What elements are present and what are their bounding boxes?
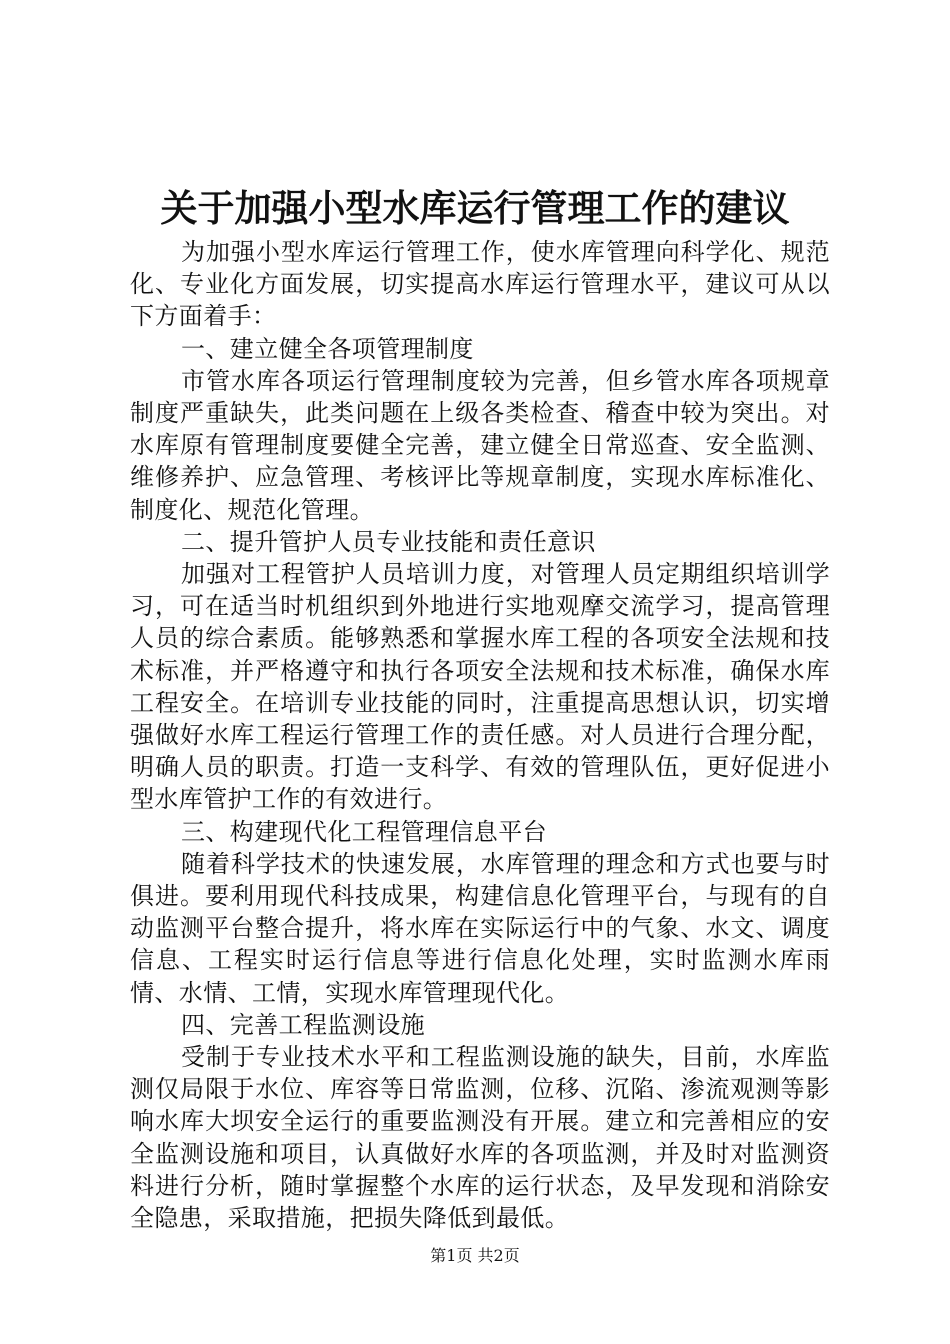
document-title: 关于加强小型水库运行管理工作的建议 (160, 186, 790, 230)
section-heading-1: 一、建立健全各项管理制度 (181, 334, 474, 363)
section-paragraph-4: 受制于专业技术水平和工程监测设施的缺失，目前，水库监测仅局限于水位、库容等日常监测，位移、沉陷、渗流观测等影响水库大坝安全运行的重要监测没有开展。建立和完善相应的安全监测设施和项目，认真做好水库的各项监测，并及时对监测资料进行分析，随时掌握整个水库的运行状态，及早发现和消除安全隐患，采取措施，把损失降低到最低。 (130, 1043, 830, 1233)
document-body (130, 236, 830, 1234)
section-heading-2: 二、提升管护人员专业技能和责任意识 (181, 527, 596, 556)
section-paragraph-2: 加强对工程管护人员培训力度，对管理人员定期组织培训学习，可在适当时机组织到外地进行实地观摩交流学习，提高管理人员的综合素质。能够熟悉和掌握水库工程的各项安全法规和技术标准，并严格遵守和执行各项安全法规和技术标准，确保水库工程安全。在培训专业技能的同时，注重提高思想认识，切实增强做好水库工程运行管理工作的责任感。对人员进行合理分配，明确人员的职责。打造一支科学、有效的管理队伍，更好促进小型水库管护工作的有效进行。 (130, 560, 830, 814)
section-paragraph-1: 市管水库各项运行管理制度较为完善，但乡管水库各项规章制度严重缺失，此类问题在上级各类检查、稽查中较为突出。对水库原有管理制度要健全完善，建立健全日常巡查、安全监测、维修养护、应急管理、考核评比等规章制度，实现水库标准化、制度化、规范化管理。 (130, 366, 830, 524)
section-heading-4: 四、完善工程监测设施 (181, 1010, 425, 1039)
section-heading-3: 三、构建现代化工程管理信息平台 (181, 817, 547, 846)
section-paragraph-3: 随着科学技术的快速发展，水库管理的理念和方式也要与时俱进。要利用现代科技成果，构建信息化管理平台，与现有的自动监测平台整合提升，将水库在实际运行中的气象、水文、调度信息、工程实时运行信息等进行信息化处理，实时监测水库雨情、水情、工情，实现水库管理现代化。 (130, 849, 830, 1007)
intro-paragraph: 为加强小型水库运行管理工作，使水库管理向科学化、规范化、专业化方面发展，切实提高水库运行管理水平，建议可从以下方面着手： (130, 238, 830, 331)
page-number-footer: 第1页 共2页 (430, 1246, 520, 1265)
